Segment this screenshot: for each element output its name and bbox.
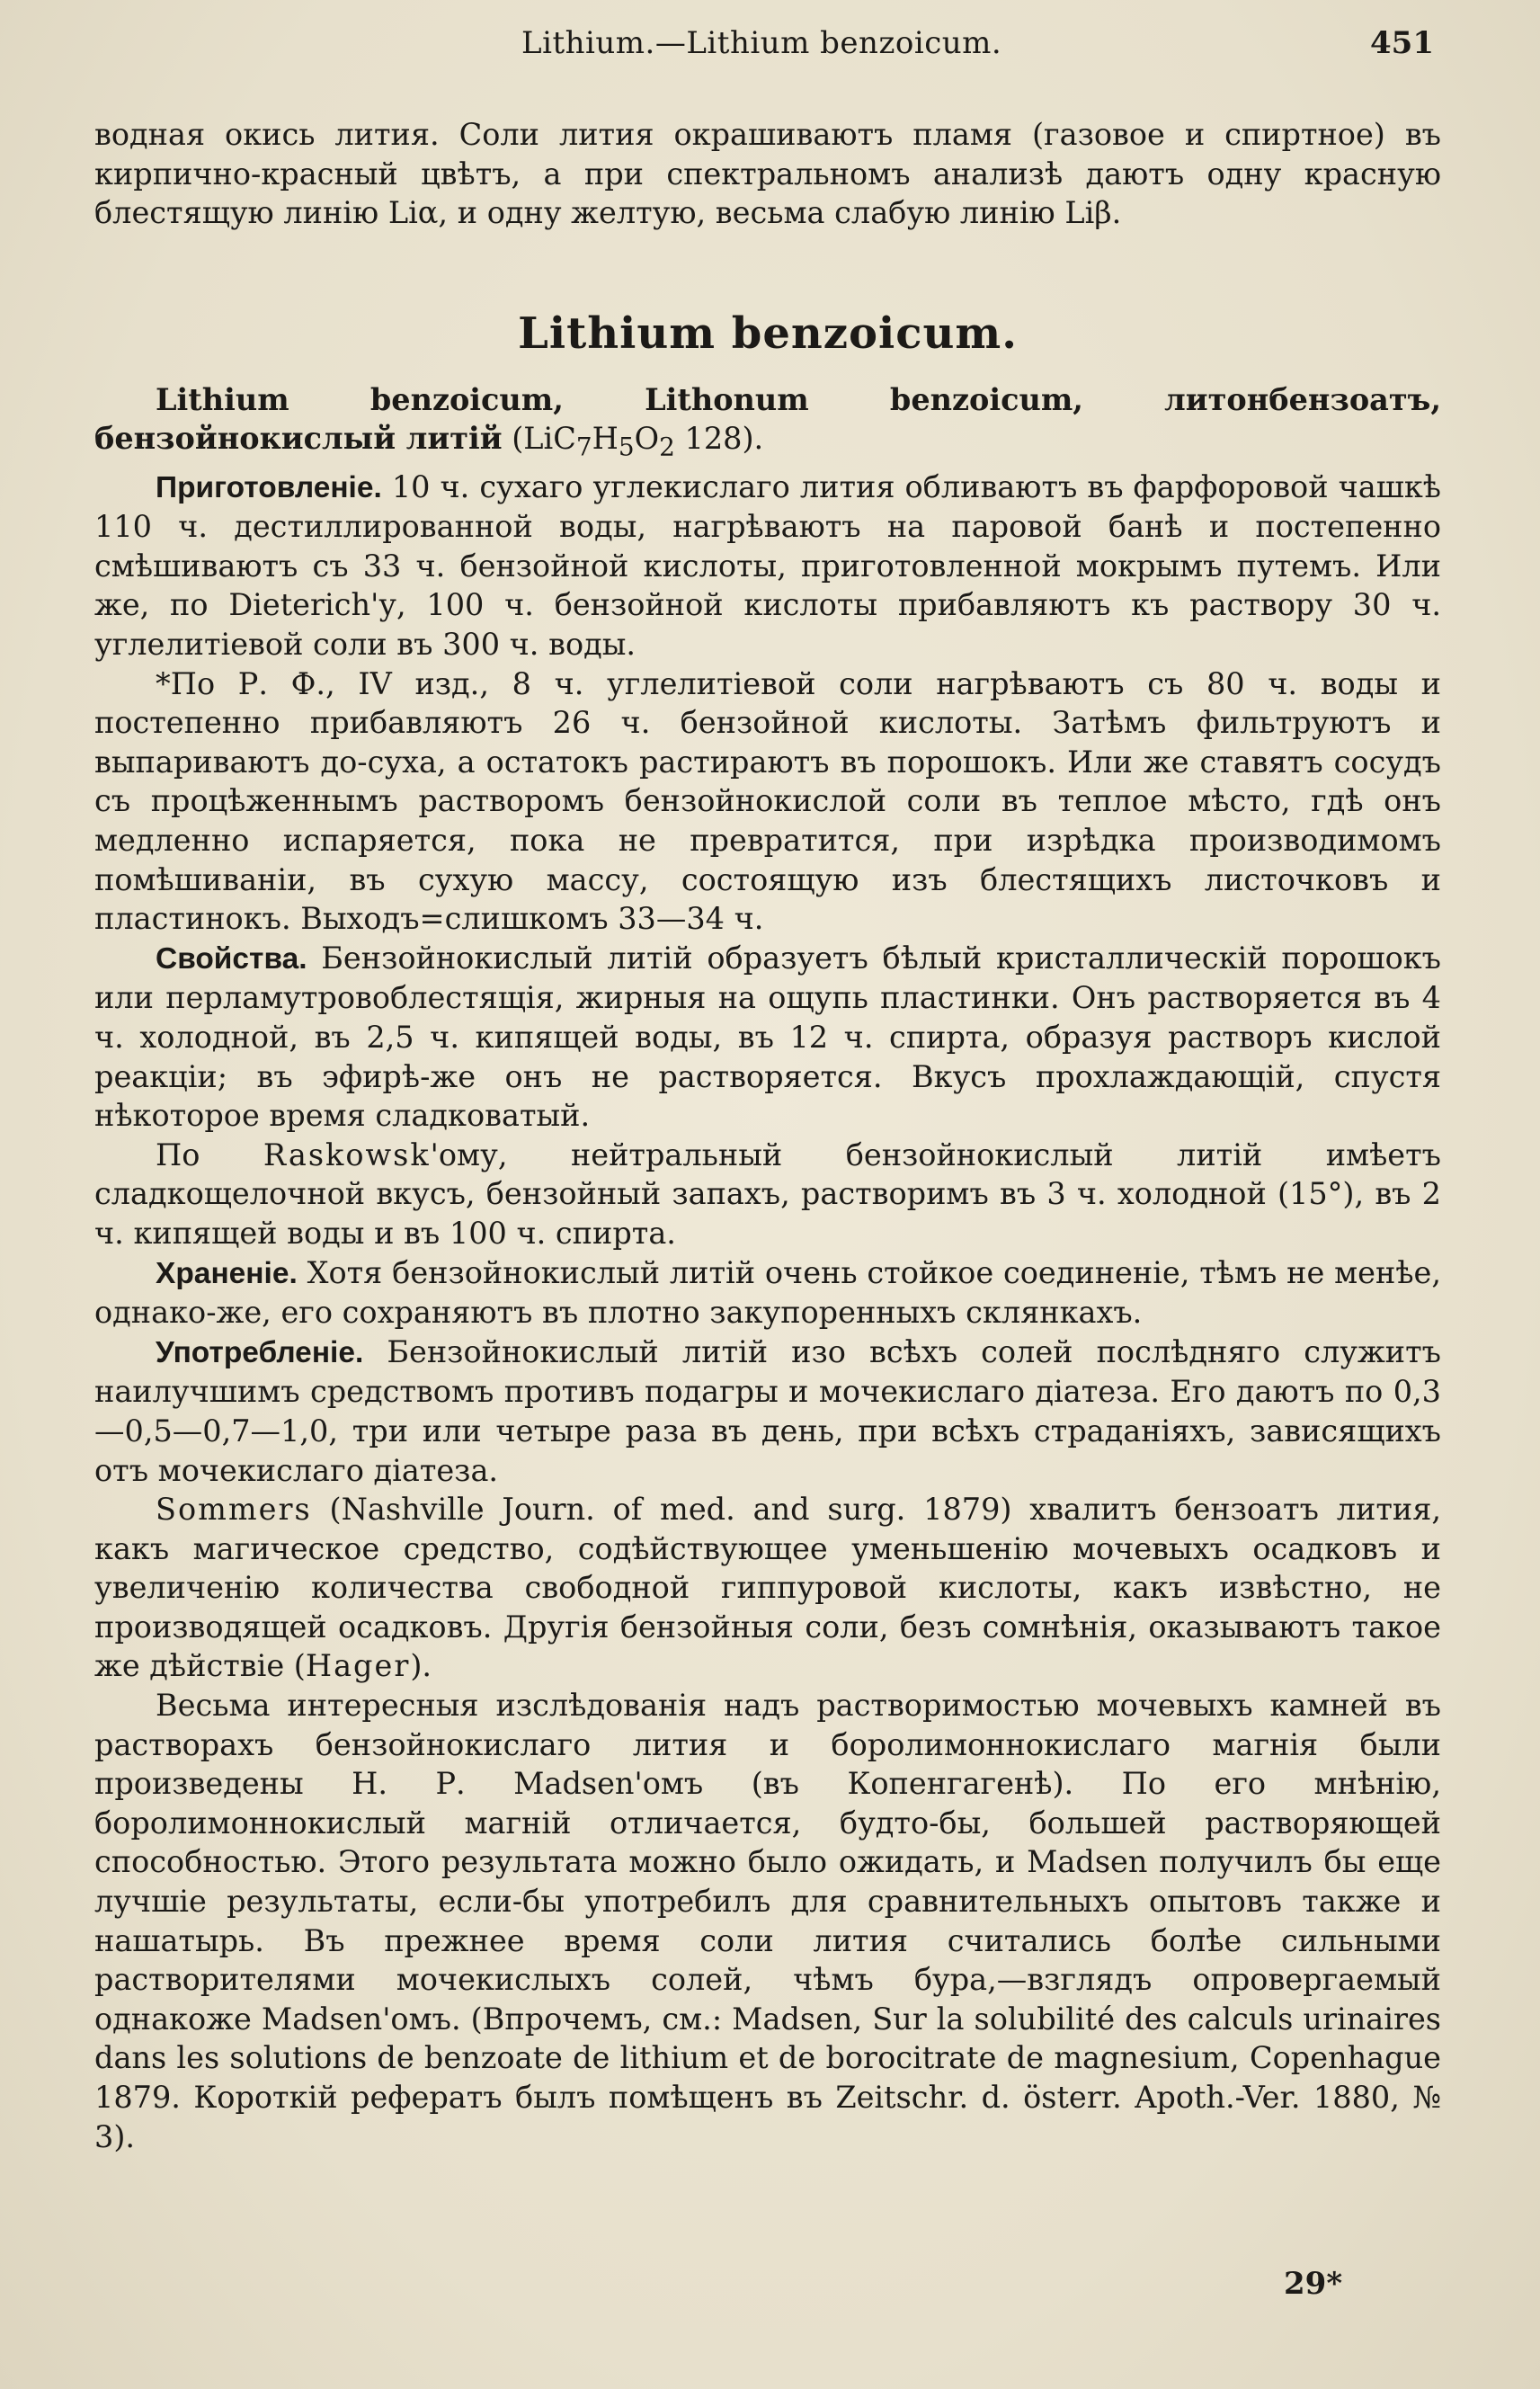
- usage-text: Бензойнокислый литій изо всѣхъ солей послѣдняго служитъ наилучшимъ средствомъ противъ подагры и мочекислаго діатеза. Его даютъ по 0,3—0,5—0,7—1,0, три или четыре раза въ день, при всѣхъ страданіяхъ, зависящихъ отъ мочекислаго діатеза.: [94, 1333, 1441, 1488]
- storage-paragraph: [94, 1253, 1441, 1333]
- sommers-close: ).: [410, 1648, 432, 1684]
- formula-sub-o: 2: [659, 432, 675, 463]
- synonyms-paragraph: [94, 380, 1441, 468]
- hager-name: Hager: [305, 1648, 411, 1684]
- sommers-text: (Nashville Journ. of med. and surg. 1879) хвалитъ бензоатъ лития, какъ магическое средство, содѣйствующее уменьшенію мочевыхъ осадковъ и увеличенію количества свободной гиппуровой кислоты, какъ извѣстно, не производящей осадковъ. Другія бензойныя соли, безъ сомнѣнія, оказываютъ такое же дѣйствіе (: [94, 1492, 1441, 1684]
- synonym-names: Lithium benzoicum, Lithonum benzoicum, литонбензоатъ, бензойнокислый литій: [94, 381, 1441, 457]
- raskowsk-text: 'ому, нейтральный бензойнокислый литій имѣетъ сладкощелочной вкусъ, бензойный запахъ, растворимъ въ 3 ч. холодной (15°), въ 2 ч. кипящей воды и въ 100 ч. спирта.: [94, 1137, 1441, 1251]
- formula-close: 128).: [674, 421, 764, 457]
- properties-paragraph: [94, 939, 1441, 1136]
- raskowsk-name: Raskowsk: [263, 1137, 431, 1172]
- formula-sub-c: 7: [575, 432, 592, 463]
- running-title: Lithium.—Lithium benzoicum.: [521, 25, 1002, 61]
- preparation-paragraph: [94, 468, 1441, 664]
- properties-text: Бензойнокислый литій образуетъ бѣлый кристаллическій порошокъ или перламутровоблестящія, жирныя на ощупь пластинки. Онъ растворяется въ 4 ч. холодной, въ 2,5 ч. кипящей воды, въ 12 ч. спирта, образуя растворъ кислой реакціи; въ эфирѣ-же онъ не растворяется. Вкусъ прохлаждающій, спустя нѣкоторое время сладковатый.: [94, 940, 1441, 1134]
- page-number: 451: [1370, 25, 1434, 61]
- sommers-name: Sommers: [156, 1492, 312, 1528]
- formula-h: H: [592, 421, 619, 457]
- sommers-paragraph: [94, 1490, 1441, 1686]
- usage-paragraph: [94, 1333, 1441, 1490]
- storage-text: Хотя бензойнокислый литій очень стойкое соединеніе, тѣмъ не менѣе, однако-же, его сохраняютъ въ плотно закупоренныхъ склянкахъ.: [94, 1254, 1441, 1331]
- preparation-label: Приготовленіе.: [156, 470, 382, 504]
- raskowsk-prefix: По: [156, 1137, 263, 1172]
- formula-sub-h: 5: [618, 432, 635, 463]
- usage-label: Употребленіе.: [156, 1335, 364, 1369]
- raskowsk-paragraph: [94, 1136, 1441, 1253]
- page-body: [94, 115, 1441, 2156]
- section-title: Lithium benzoicum.: [518, 308, 1018, 359]
- page-header: [0, 25, 1540, 70]
- formula-o: O: [634, 421, 660, 457]
- formula-open: (LiC: [502, 421, 576, 457]
- properties-label: Свойства.: [156, 941, 307, 976]
- storage-label: Храненіе.: [156, 1256, 298, 1290]
- madsen-paragraph: Весьма интересныя изслѣдованія надъ растворимостью мочевыхъ камней въ растворахъ бензойнокислаго лития и боролимоннокислаго магнія были произведены Н. Р. Madsen'омъ (въ Копенгагенѣ). По его мнѣнію, боролимоннокислый магній отличается, будто-бы, большей растворяющей способностью. Этого результата можно было ожидать, и Madsen получилъ бы еще лучшіе результаты, если-бы употребилъ для сравнительныхъ опытовъ также и нашатырь. Въ прежнее время соли лития считались болѣе сильными растворителями мочекислыхъ солей, чѣмъ бура,—взглядъ опровергаемый однакоже Madsen'омъ. (Впрочемъ, см.: Madsen, Sur la solubilité des calculs urinaires dans les solutions de benzoate de lithium et de borocitrate de magnesium, Copenhague 1879. Короткій рефератъ былъ помѣщенъ въ Zeitschr. d. österr. Apoth.-Ver. 1880, № 3).: [94, 1688, 1441, 2154]
- signature-mark: 29*: [1284, 2266, 1343, 2302]
- preparation-text: 10 ч. сухаго углекислаго лития обливаютъ въ фарфоровой чашкѣ 110 ч. дестиллированной воды, нагрѣваютъ на паровой банѣ и постепенно смѣшиваютъ съ 33 ч. бензойной кислоты, приготовленной мокрымъ путемъ. Или же, по Dieterich'у, 100 ч. бензойной кислоты прибавляютъ къ раствору 30 ч. углелитіевой соли въ 300 ч. воды.: [94, 468, 1441, 663]
- intro-paragraph: водная окись лития. Соли лития окрашиваютъ пламя (газовое и спиртное) въ кирпично-красный цвѣтъ, а при спектральномъ анализѣ даютъ одну красную блестящую линію Liα, и одну желтую, весьма слабую линію Liβ.: [94, 117, 1441, 231]
- pf-note-paragraph: *По Р. Ф., IV изд., 8 ч. углелитіевой соли нагрѣваютъ съ 80 ч. воды и постепенно прибавляютъ 26 ч. бензойной кислоты. Затѣмъ фильтруютъ и выпариваютъ до-суха, а остатокъ растираютъ въ порошокъ. Или же ставятъ сосудъ съ процѣженнымъ растворомъ бензойнокислой соли въ теплое мѣсто, гдѣ онъ медленно испаряется, пока не превратится, при изрѣдка производимомъ помѣшиваніи, въ сухую массу, состоящую изъ блестящихъ листочковъ и пластинокъ. Выходъ=слишкомъ 33—34 ч.: [94, 665, 1441, 937]
